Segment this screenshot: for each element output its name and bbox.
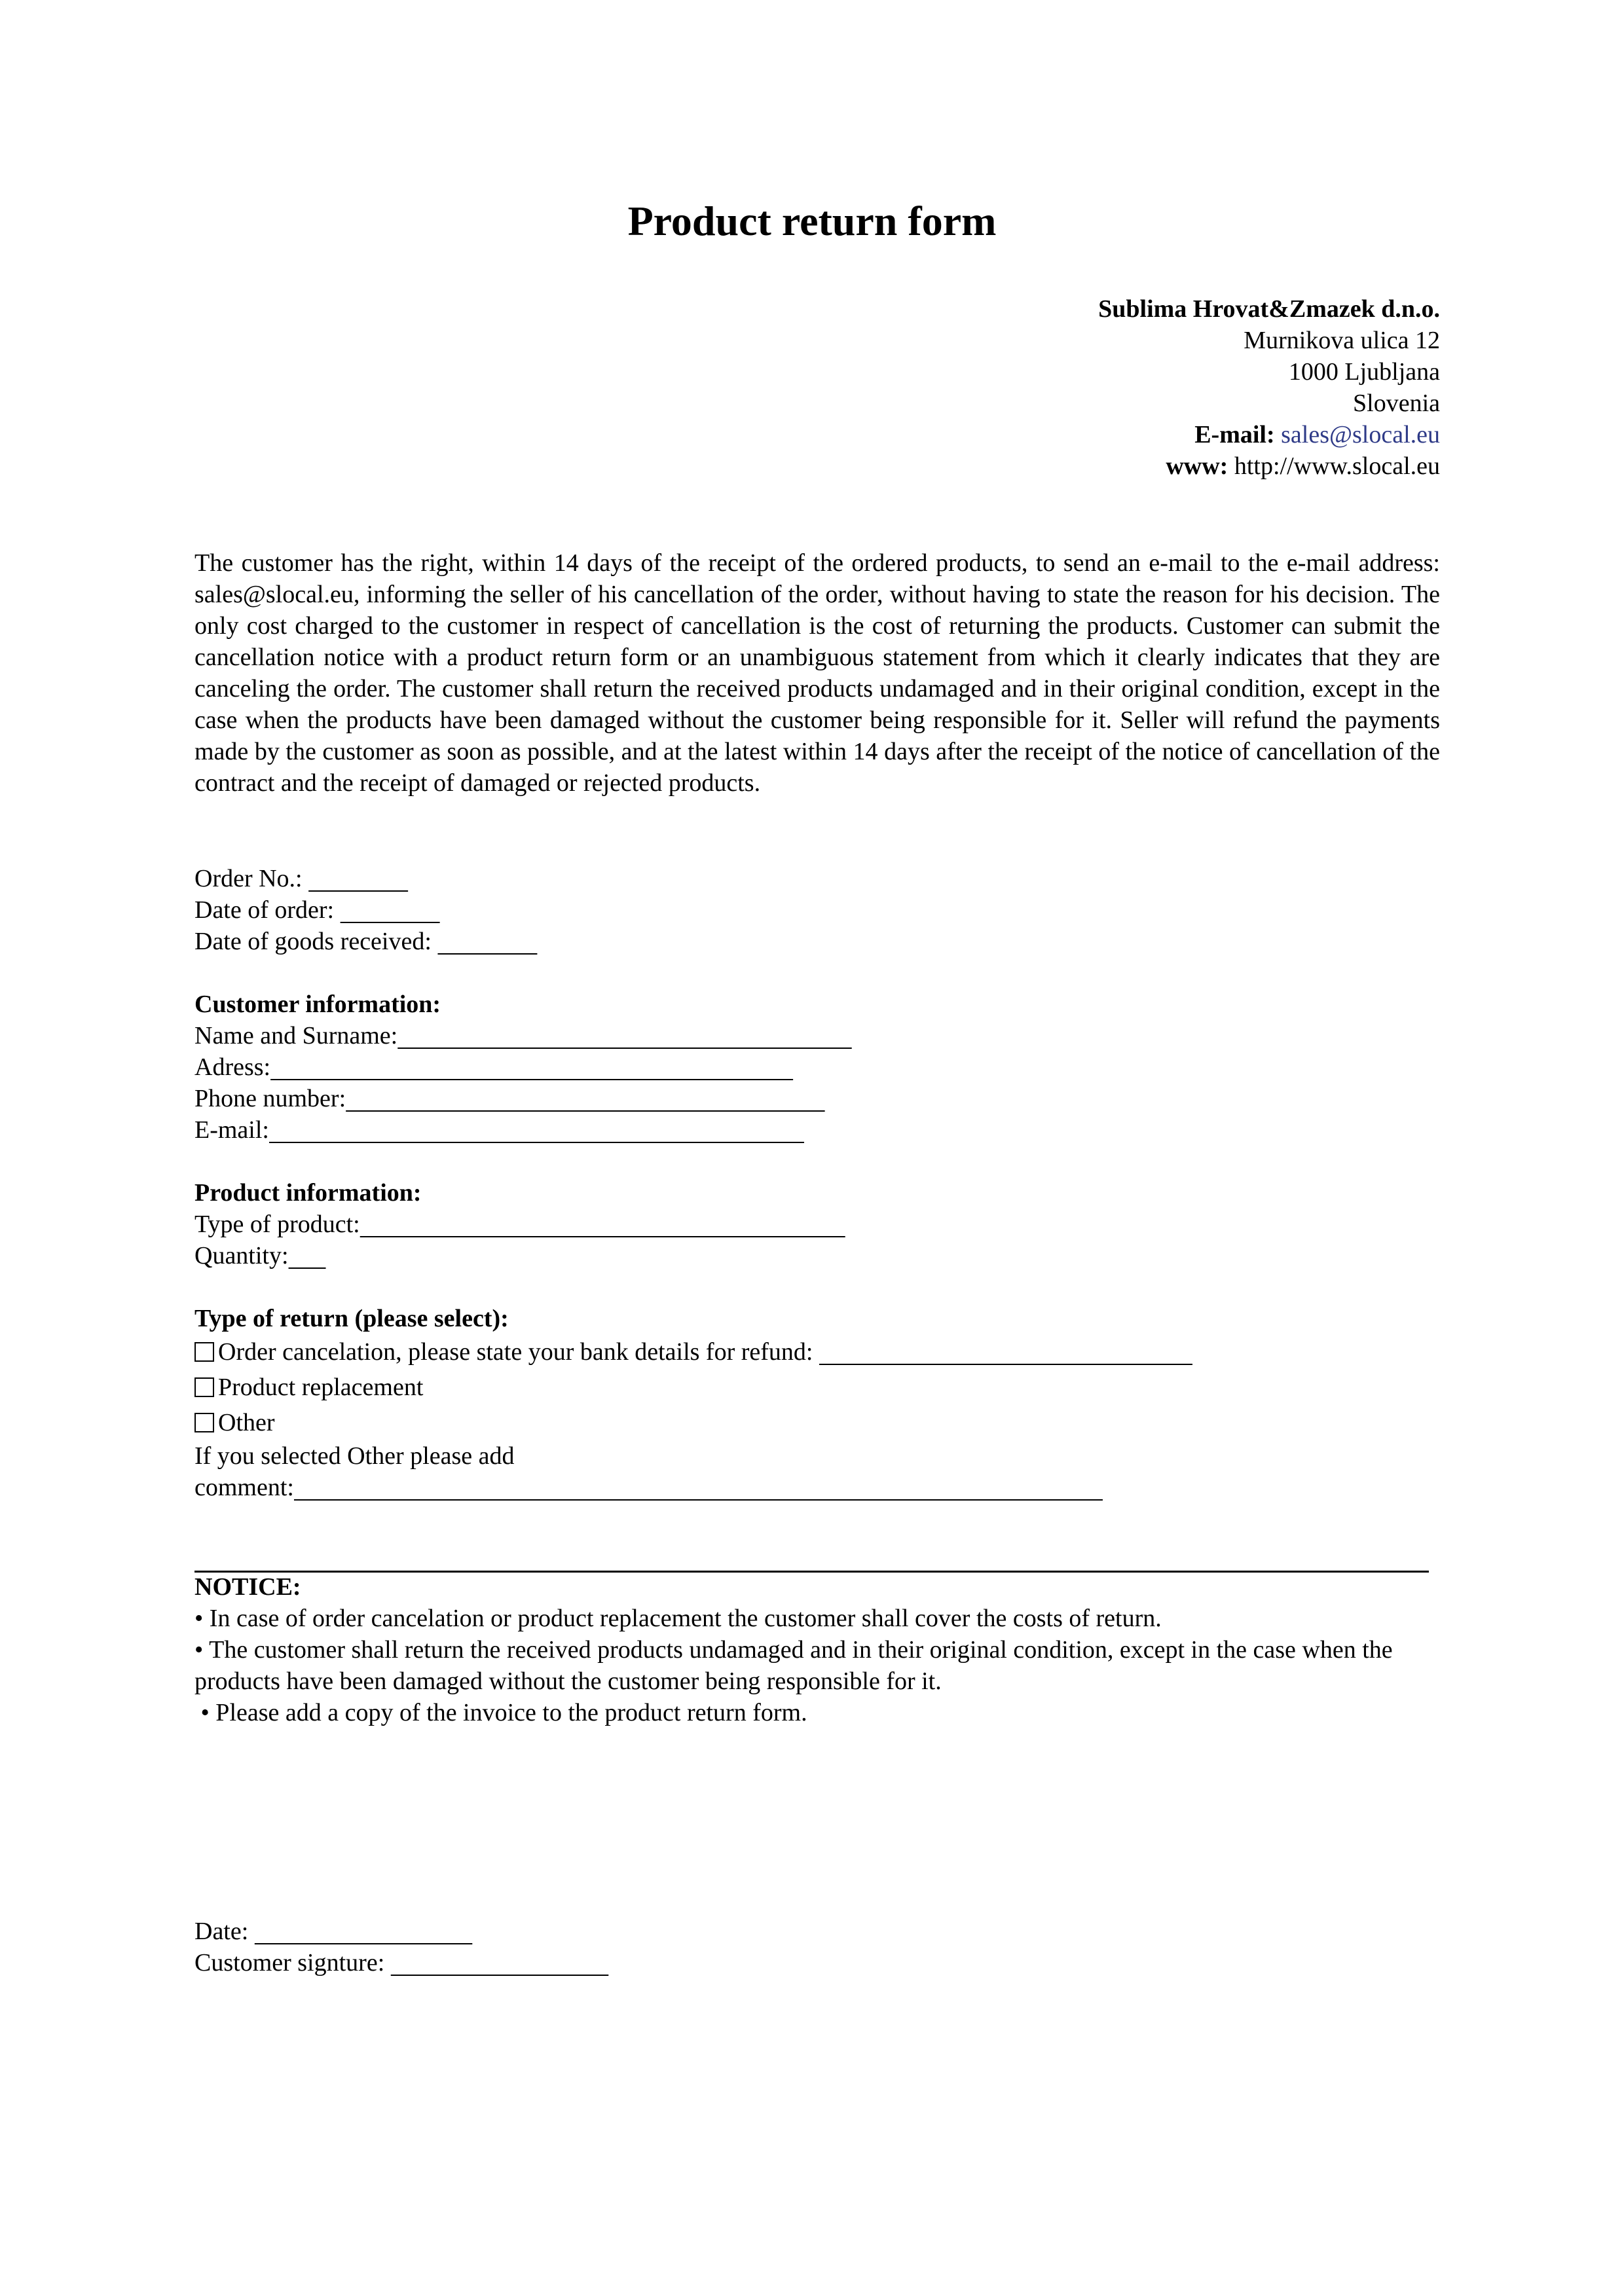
bank-details-field[interactable] bbox=[819, 1338, 1192, 1366]
email-label-customer: E-mail: bbox=[194, 1116, 269, 1144]
date-received-line bbox=[194, 926, 1440, 957]
quantity-label: Quantity: bbox=[194, 1242, 289, 1269]
company-address-block bbox=[1098, 293, 1440, 482]
comment-label: comment: bbox=[194, 1474, 294, 1501]
signature-label: Customer signture: bbox=[194, 1949, 385, 1977]
page-title: Product return form bbox=[627, 198, 997, 244]
notice-item-3: • Please add a copy of the invoice to the product return form. bbox=[194, 1699, 807, 1726]
signature-field[interactable] bbox=[391, 1949, 609, 1977]
company-street: Murnikova ulica 12 bbox=[1244, 327, 1440, 354]
replace-label: Product replacement bbox=[218, 1374, 424, 1401]
company-name: Sublima Hrovat&Zmazek d.n.o. bbox=[1098, 295, 1440, 323]
date-received-field[interactable] bbox=[437, 928, 537, 955]
product-heading: Product information: bbox=[194, 1179, 422, 1207]
option-cancel bbox=[194, 1334, 1440, 1370]
notice-section bbox=[194, 1571, 1440, 1728]
other-note: If you selected Other please add bbox=[194, 1442, 515, 1470]
name-label: Name and Surname: bbox=[194, 1022, 398, 1049]
company-email-link[interactable]: sales@slocal.eu bbox=[1281, 421, 1440, 448]
customer-section bbox=[194, 989, 1440, 1146]
cancel-label: Order cancelation, please state your bank details for refund: bbox=[218, 1338, 813, 1366]
order-no-label: Order No.: bbox=[194, 865, 303, 892]
company-country: Slovenia bbox=[1353, 390, 1440, 417]
address-label: Adress: bbox=[194, 1053, 271, 1081]
phone-label: Phone number: bbox=[194, 1085, 346, 1112]
option-other bbox=[194, 1405, 1440, 1440]
notice-heading: NOTICE: bbox=[194, 1573, 301, 1601]
company-email-line bbox=[1098, 419, 1440, 450]
date-of-order-line bbox=[194, 894, 1440, 926]
other-checkbox[interactable] bbox=[194, 1413, 214, 1432]
type-field[interactable] bbox=[360, 1211, 845, 1238]
type-line bbox=[194, 1209, 1440, 1240]
date-received-label: Date of goods received: bbox=[194, 928, 432, 955]
date-line bbox=[194, 1916, 1440, 1947]
www-label: www: bbox=[1166, 452, 1228, 480]
name-field[interactable] bbox=[397, 1022, 852, 1049]
email-line bbox=[194, 1114, 1440, 1146]
company-www-line bbox=[1098, 450, 1440, 482]
signature-section bbox=[194, 1916, 1440, 1978]
signature-line bbox=[194, 1947, 1440, 1978]
address-line bbox=[194, 1051, 1440, 1083]
address-field[interactable] bbox=[270, 1053, 793, 1081]
product-section bbox=[194, 1177, 1440, 1271]
date-field[interactable] bbox=[255, 1918, 473, 1945]
notice-item-2: • The customer shall return the received products undamaged and in their original condition, except in the case when the products have been damaged without the customer being responsible for it. bbox=[194, 1636, 1393, 1695]
email-field[interactable] bbox=[269, 1116, 804, 1144]
type-label: Type of product: bbox=[194, 1211, 360, 1238]
option-replace bbox=[194, 1370, 1440, 1405]
comment-line bbox=[194, 1472, 1440, 1503]
return-type-section bbox=[194, 1303, 1440, 1503]
cancel-checkbox[interactable] bbox=[194, 1342, 214, 1362]
company-www: http://www.slocal.eu bbox=[1234, 452, 1440, 480]
phone-field[interactable] bbox=[346, 1085, 825, 1112]
company-city: 1000 Ljubljana bbox=[1288, 358, 1440, 386]
order-no-field[interactable] bbox=[308, 865, 408, 892]
date-of-order-field[interactable] bbox=[341, 896, 440, 924]
intro-paragraph: The customer has the right, within 14 days of the receipt of the ordered products, to send an e-mail to the e-mail address: sales@slocal.eu, informing the seller of his cancellation of the order, without having to state the reason for his decision. The only cost charged to the customer in respect of cancellation is the cost of returning the products. Customer can submit the cancellation notice with a product return form or an unambiguous statement from which it clearly indicates that they are canceling the order. The customer shall return the received products undamaged and in their original condition, except in the case when the products have been damaged without the customer being responsible for it. Seller will refund the payments made by the customer as soon as possible, and at the latest within 14 days after the receipt of the notice of cancellation of the contract and the receipt of damaged or rejected products. bbox=[194, 549, 1440, 797]
other-label: Other bbox=[218, 1409, 275, 1436]
email-label: E-mail: bbox=[1194, 421, 1275, 448]
customer-heading: Customer information: bbox=[194, 991, 441, 1018]
name-line bbox=[194, 1020, 1440, 1051]
quantity-line bbox=[194, 1240, 1440, 1271]
phone-line bbox=[194, 1083, 1440, 1114]
comment-field[interactable] bbox=[294, 1474, 1103, 1501]
return-type-heading: Type of return (please select): bbox=[194, 1305, 509, 1332]
date-label: Date: bbox=[194, 1918, 249, 1945]
date-of-order-label: Date of order: bbox=[194, 896, 335, 924]
quantity-field[interactable] bbox=[289, 1242, 326, 1269]
replace-checkbox[interactable] bbox=[194, 1377, 214, 1397]
order-no-line bbox=[194, 863, 1440, 894]
order-fields bbox=[194, 863, 1440, 957]
notice-item-1: • In case of order cancelation or product replacement the customer shall cover the costs of return. bbox=[194, 1605, 1162, 1632]
